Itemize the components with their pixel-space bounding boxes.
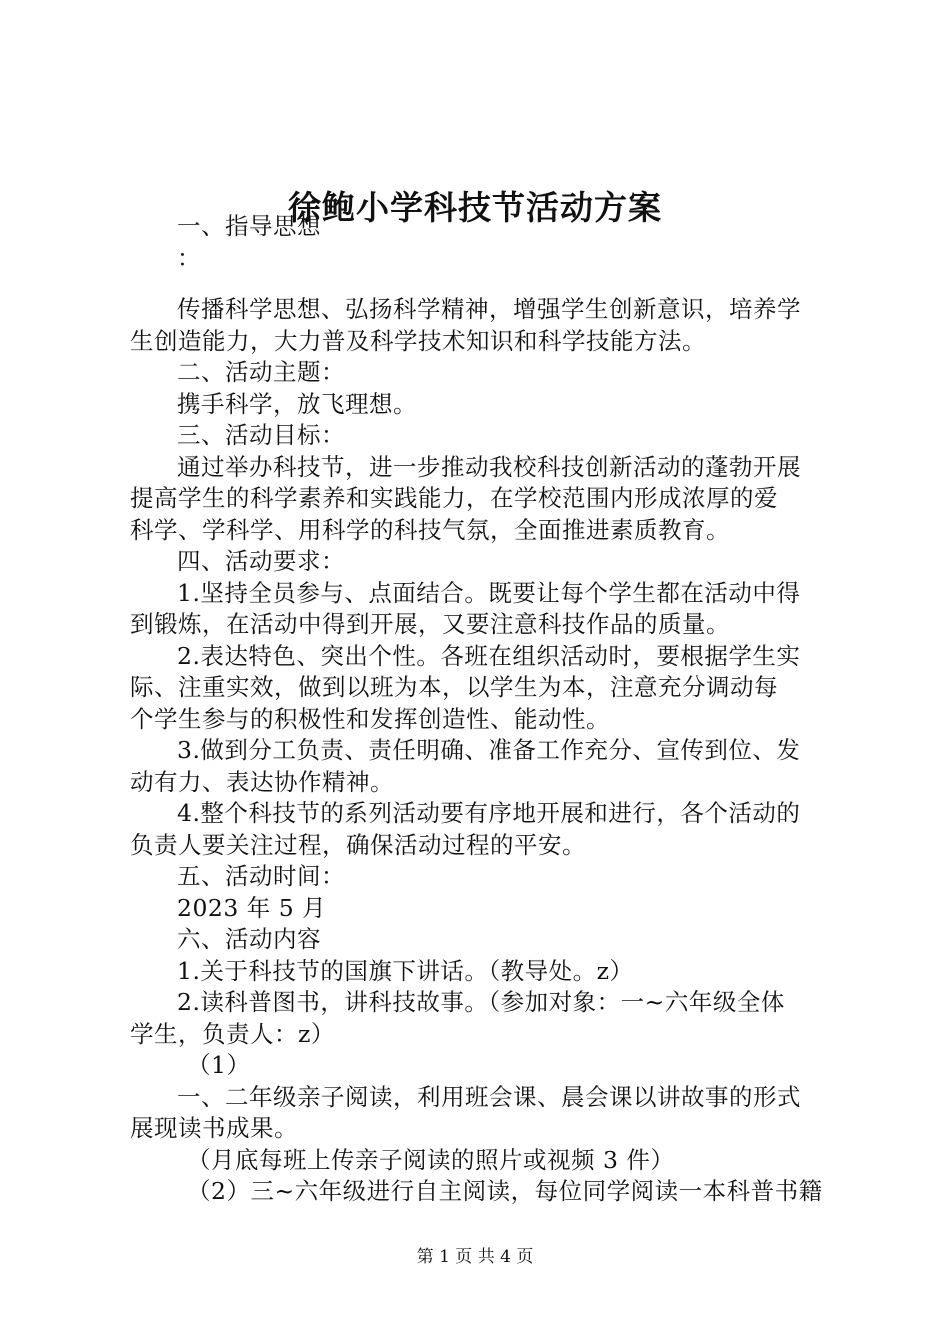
text-line: 五、活动时间： xyxy=(177,862,345,890)
text-line: 1.关于科技节的国旗下讲话。（教导处。z） xyxy=(177,956,634,985)
text-line: 3.做到分工负责、责任明确、准备工作充分、宣传到位、发 xyxy=(177,736,801,764)
text-line: 携手科学，放飞理想。 xyxy=(177,389,417,418)
text-line: 展现读书成果。 xyxy=(130,1114,298,1142)
text-line: 际、注重实效，做到以班为本，以学生为本，注意充分调动每 xyxy=(130,673,778,701)
text-line: 三、活动目标： xyxy=(177,421,345,449)
text-line: 生创造能力，大力普及科学技术知识和科学技能方法。 xyxy=(130,326,706,355)
text-line: 4.整个科技节的系列活动要有序地开展和进行，各个活动的 xyxy=(177,799,801,827)
text-line: 2.读科普图书，讲科技故事。（参加对象：一~六年级全体 xyxy=(177,988,785,1016)
text-line: 一、指导思想 xyxy=(177,212,321,240)
text-line: 四、活动要求： xyxy=(177,547,345,575)
page-footer: 第 1 页 共 4 页 xyxy=(416,1247,534,1267)
text-line: 负责人要关注过程，确保活动过程的平安。 xyxy=(130,830,586,859)
text-line: 科学、学科学、用科学的科技气氛，全面推进素质教育。 xyxy=(130,515,730,544)
text-line: 2023 年 5 月 xyxy=(177,893,327,922)
document-body xyxy=(130,211,835,1208)
text-line: 1.坚持全员参与、点面结合。既要让每个学生都在活动中得 xyxy=(177,578,801,607)
text-line: 传播科学思想、弘扬科学精神，增强学生创新意识，培养学 xyxy=(177,295,801,323)
text-line: 二、活动主题： xyxy=(177,358,345,386)
text-line: （月底每班上传亲子阅读的照片或视频 3 件） xyxy=(187,1145,675,1174)
line-spacer xyxy=(130,274,835,294)
text-line: 个学生参与的积极性和发挥创造性、能动性。 xyxy=(130,704,610,733)
text-line: （1） xyxy=(187,1051,251,1079)
text-line: 通过举办科技节，进一步推动我校科技创新活动的蓬勃开展 xyxy=(177,452,801,481)
text-line: 2.表达特色、突出个性。各班在组织活动时，要根据学生实 xyxy=(177,641,801,670)
text-line: 动有力、表达协作精神。 xyxy=(130,767,394,796)
text-line: 六、活动内容 xyxy=(177,925,321,953)
text-line: ： xyxy=(177,243,201,272)
text-line: 提高学生的科学素养和实践能力，在学校范围内形成浓厚的爱 xyxy=(130,484,778,512)
document-title: 徐鲍小学科技节活动方案 xyxy=(288,188,662,227)
text-line: 到锻炼，在活动中得到开展，又要注意科技作品的质量。 xyxy=(130,610,730,638)
text-line: 一、二年级亲子阅读，利用班会课、晨会课以讲故事的形式 xyxy=(177,1082,801,1111)
text-line: （2）三~六年级进行自主阅读，每位同学阅读一本科普书籍 xyxy=(187,1177,823,1205)
text-line: 学生，负责人：z） xyxy=(130,1019,335,1048)
